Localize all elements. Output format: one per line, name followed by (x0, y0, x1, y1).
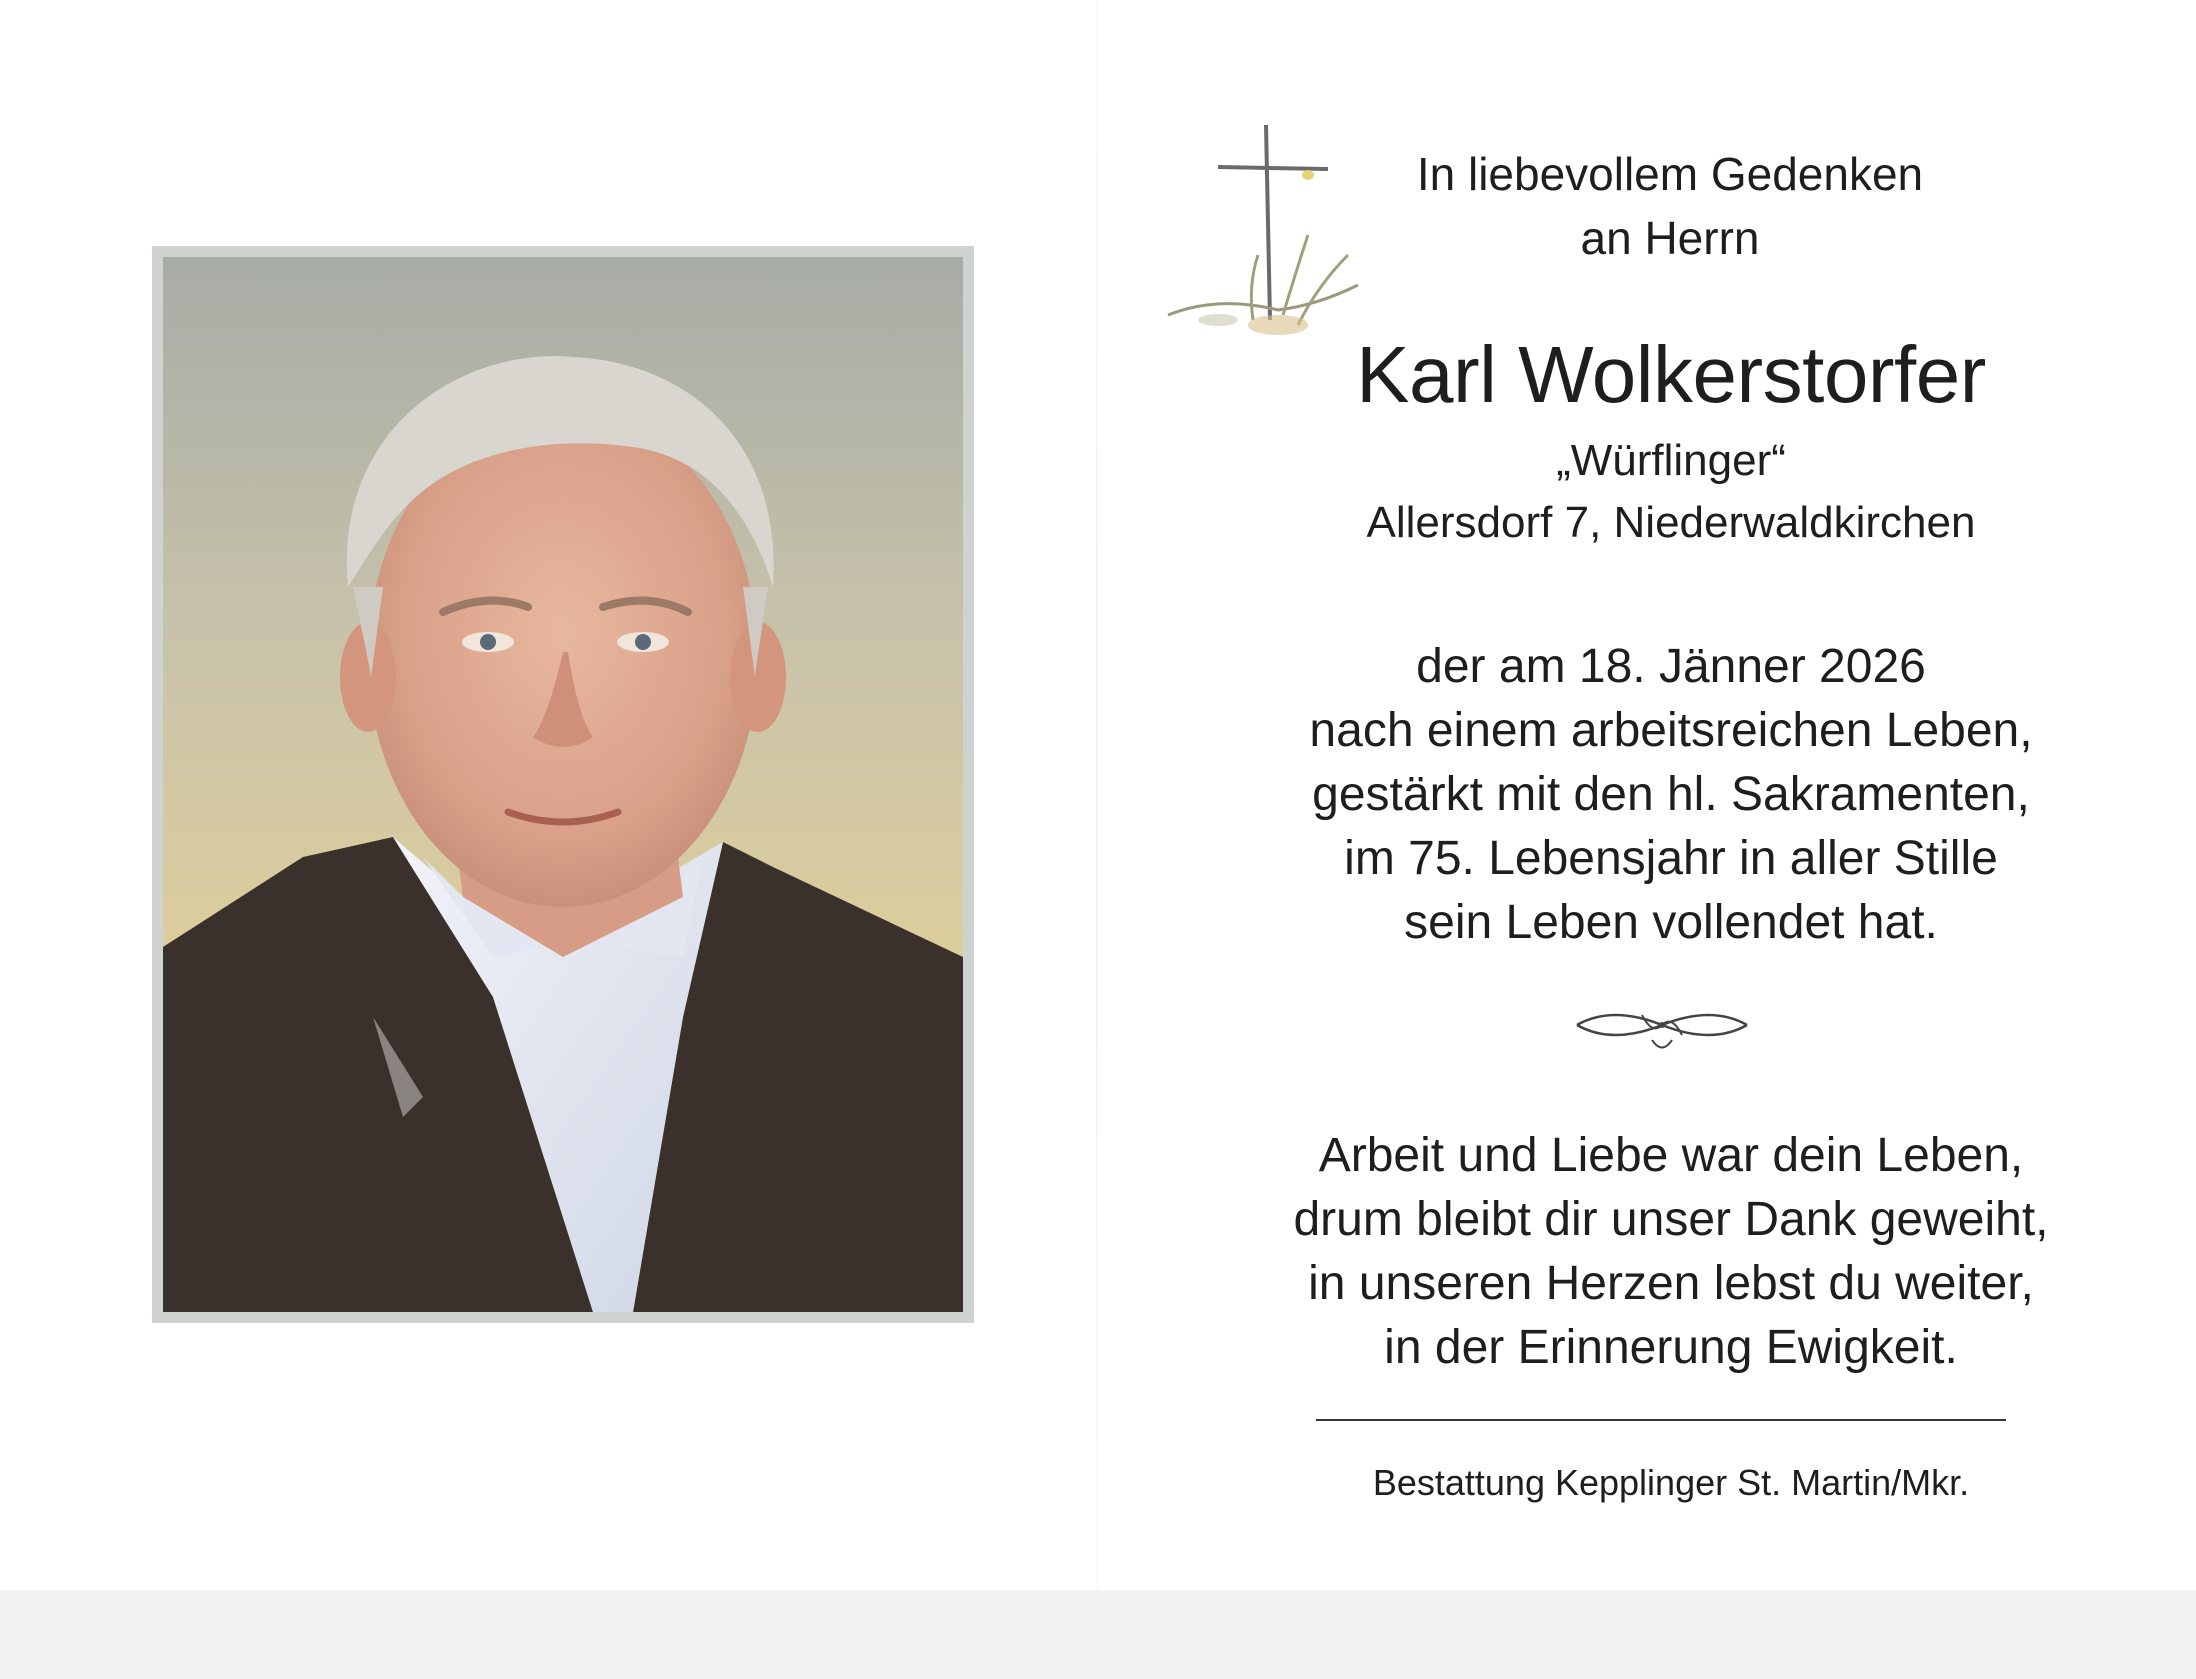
poem-line: in der Erinnerung Ewigkeit. (1384, 1321, 1958, 1374)
portrait-photo (163, 257, 963, 1312)
bio-line: nach einem arbeitsreichen Leben, (1309, 704, 2033, 757)
scan-background (0, 1590, 2196, 1679)
bio-line: sein Leben vollendet hat. (1404, 896, 1938, 949)
poem-block (1196, 1124, 2146, 1380)
header-line: an Herrn (1580, 212, 1760, 264)
header-block (1270, 142, 2070, 270)
poem-line: drum bleibt dir unser Dank geweiht, (1293, 1193, 2049, 1246)
bio-line: im 75. Lebensjahr in aller Stille (1344, 832, 1998, 885)
bio-line: der am 18. Jänner 2026 (1416, 640, 1926, 693)
bio-line: gestärkt mit den hl. Sakramenten, (1312, 768, 2030, 821)
deceased-name: Karl Wolkerstorfer (1356, 330, 1986, 419)
header-line: In liebevollem Gedenken (1416, 148, 1924, 200)
divider-line (1316, 1419, 2006, 1421)
nickname: „Würflinger“ (1556, 436, 1786, 485)
portrait-photo-frame (152, 246, 974, 1323)
funeral-home-footer: Bestattung Kepplinger St. Martin/Mkr. (1372, 1462, 1970, 1503)
biography-block (1196, 635, 2146, 955)
flourish-ornament-icon (1572, 1000, 1752, 1060)
poem-line: in unseren Herzen lebst du weiter, (1308, 1257, 2034, 1310)
address: Allersdorf 7, Niederwaldkirchen (1366, 498, 1976, 547)
nickname-address-block (1196, 430, 2146, 554)
poem-line: Arbeit und Liebe war dein Leben, (1318, 1129, 2024, 1182)
card-fold-line (1096, 0, 1098, 1590)
